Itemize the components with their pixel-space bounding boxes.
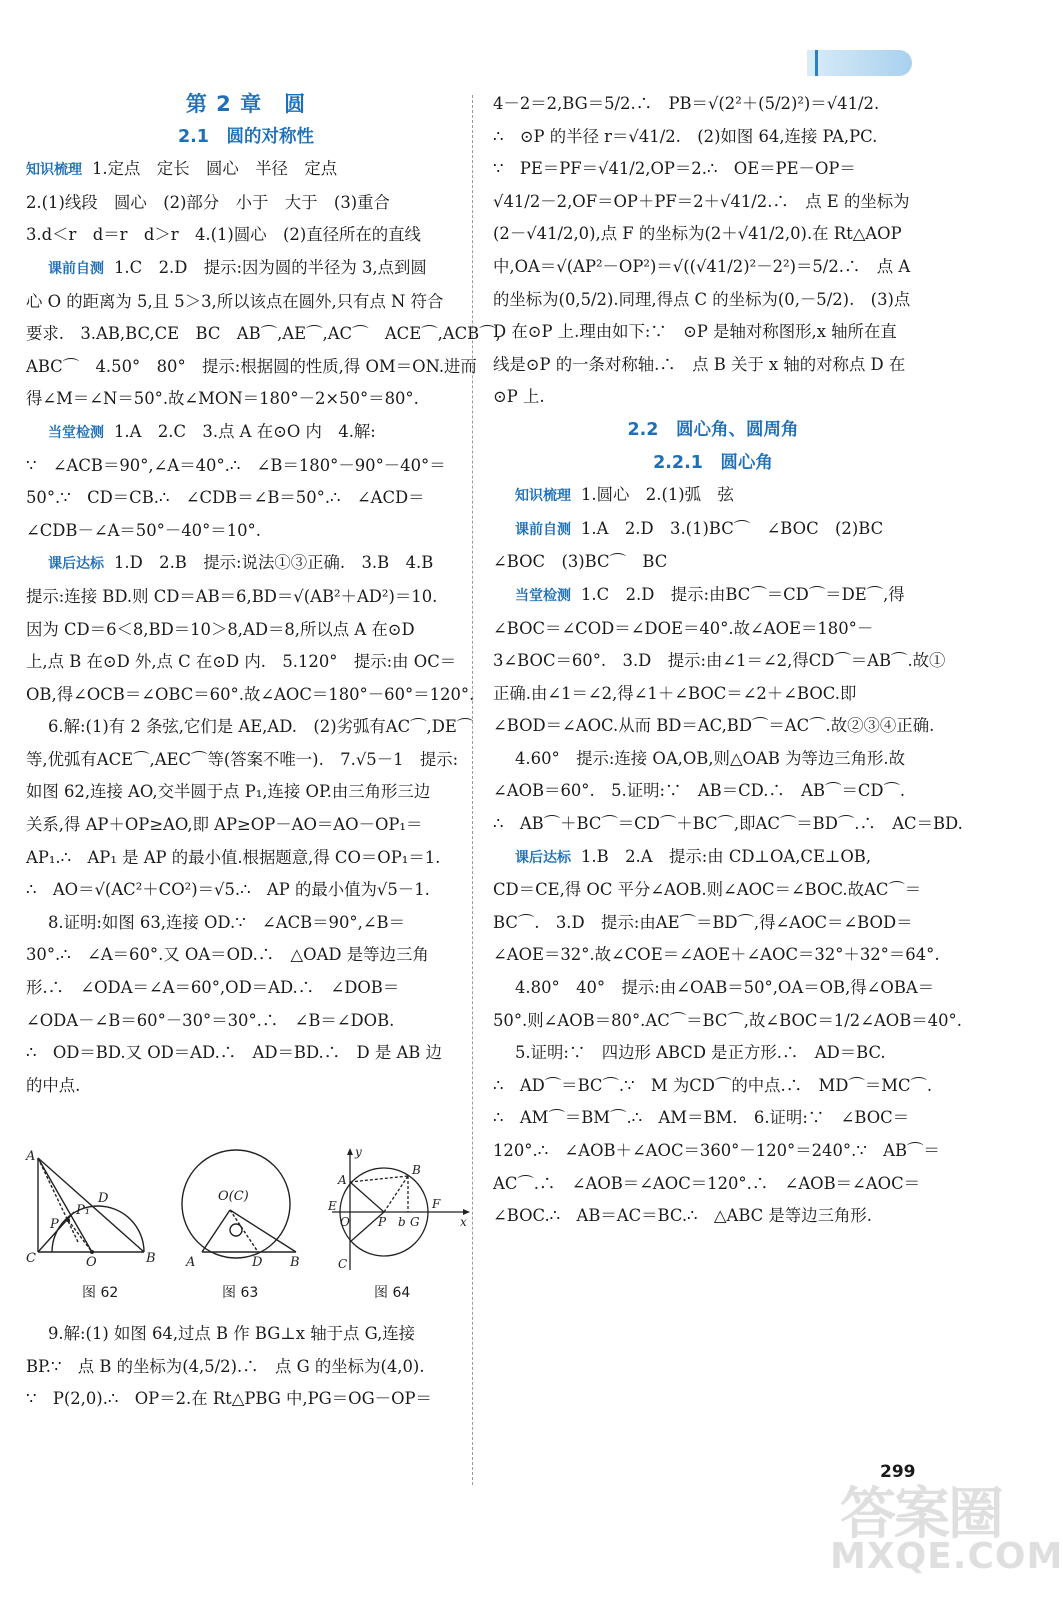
line-text: 2.(1)线段 圆心 (2)部分 小于 大于 (3)重合 xyxy=(26,192,390,212)
text-line xyxy=(493,1070,933,1103)
line-text: ∠BOD＝∠AOC.从而 BD＝AC,BD⌒＝AC⌒.故②③④正确. xyxy=(493,716,935,736)
fig64-label-F: F xyxy=(432,1197,441,1211)
section-tag: 课后达标 xyxy=(48,556,104,573)
line-text: 1.A 2.D 3.(1)BC⌒ ∠BOC (2)BC xyxy=(581,518,884,538)
text-line xyxy=(493,251,933,284)
text-line xyxy=(493,645,946,678)
line-text: 1.D 2.B 提示:说法①③正确. 3.B 4.B xyxy=(114,553,434,573)
line-text: 线是⊙P 的一条对称轴.∴ 点 B 关于 x 轴的对称点 D 在 xyxy=(493,354,906,374)
text-line xyxy=(26,842,466,875)
line-text: ∴ AD⌒＝BC⌒.∵ M 为CD⌒的中点.∴ MD⌒＝MC⌒. xyxy=(493,1075,933,1095)
line-text: 1.A 2.C 3.点 A 在⊙O 内 4.解: xyxy=(114,421,376,441)
text-line xyxy=(26,219,466,252)
line-text: AP₁.∴ AP₁ 是 AP 的最小值.根据题意,得 CO＝OP₁＝1. xyxy=(26,847,441,867)
watermark xyxy=(830,1470,1063,1590)
line-text: ∵ ∠ACB＝90°,∠A＝40°.∴ ∠B＝180°－90°－40°＝ xyxy=(26,455,446,475)
fig63-label-D: D xyxy=(252,1255,263,1270)
fig64-label-E: E xyxy=(328,1199,337,1213)
section-title-2-2: 2.2 圆心角、圆周角 xyxy=(627,419,799,440)
figures-row xyxy=(26,1146,466,1306)
text-line xyxy=(26,450,466,483)
chapter-title: 第 2 章 圆 xyxy=(185,92,307,116)
text-line xyxy=(26,187,466,220)
fig62-label-B: B xyxy=(146,1251,156,1266)
fig62-label-P1: P₁ xyxy=(76,1203,90,1218)
line-text: 得∠M＝∠N＝50°.故∠MON＝180°－2×50°＝80°. xyxy=(26,389,419,409)
line-text: 提示:连接 BD.则 CD＝AB＝6,BD＝√(AB²＋AD²)＝10. xyxy=(26,586,438,606)
fig64-label-B: B xyxy=(412,1163,421,1177)
line-text: ∠BOC (3)BC⌒ BC xyxy=(493,552,668,572)
text-line xyxy=(493,218,933,251)
line-text: 3.d＜r d＝r d＞r 4.(1)圆心 (2)直径所在的直线 xyxy=(26,225,421,245)
text-line xyxy=(493,316,933,349)
line-text: 1.圆心 2.(1)弧 弦 xyxy=(581,485,734,505)
text-line xyxy=(493,613,933,646)
text-line xyxy=(26,1070,466,1103)
text-line xyxy=(493,939,940,972)
line-text: ∠AOE＝32°.故∠COE＝∠AOE＋∠AOC＝32°＋32°＝64°. xyxy=(493,945,940,965)
line-text: CD＝CE,得 OC 平分∠AOB.则∠AOC＝∠BOC.故AC⌒＝ xyxy=(493,880,922,900)
text-line xyxy=(26,907,466,940)
line-text: OB,得∠OCB＝∠OBC＝60°.故∠AOC＝180°－60°＝120°. xyxy=(26,684,475,704)
fig62-label-P: P xyxy=(50,1217,59,1232)
text-line xyxy=(26,252,466,286)
fig64-label-x: x xyxy=(460,1215,467,1229)
line-text: ∠ODA－∠B＝60°－30°＝30°.∴ ∠B＝∠DOB. xyxy=(26,1010,395,1030)
text-line xyxy=(26,416,466,450)
line-text: ∴ AB⌒＋BC⌒＝CD⌒＋BC⌒,即AC⌒＝BD⌒.∴ AC＝BD. xyxy=(493,814,963,834)
text-line xyxy=(493,186,933,219)
subsection-title-2-2-1: 2.2.1 圆心角 xyxy=(653,452,773,473)
line-text: 5.证明:∵ 四边形 ABCD 是正方形.∴ AD＝BC. xyxy=(515,1043,886,1063)
fig64-label-A: A xyxy=(338,1173,347,1187)
fig64-label-O: O xyxy=(340,1215,350,1229)
line-text: 心 O 的距离为 5,且 5＞3,所以该点在圆外,只有点 N 符合 xyxy=(26,291,444,311)
text-line xyxy=(493,710,933,743)
text-line xyxy=(493,874,933,907)
text-line xyxy=(26,351,477,384)
line-text: ∠BOC.∴ AB＝AC＝BC.∴ △ABC 是等边三角形. xyxy=(493,1206,872,1226)
line-text: 8.证明:如图 63,连接 OD.∵ ∠ACB＝90°,∠B＝ xyxy=(48,912,405,932)
text-line xyxy=(493,1200,933,1233)
text-line xyxy=(26,482,466,515)
line-text: 的中点. xyxy=(26,1075,81,1095)
line-text: 如图 62,连接 AO,交半圆于点 P₁,连接 OP.由三角形三边 xyxy=(26,782,431,802)
left-column xyxy=(26,88,501,1102)
text-line xyxy=(493,349,933,382)
text-line xyxy=(493,841,933,875)
text-line xyxy=(493,1102,933,1135)
left-column-tail xyxy=(26,1318,466,1416)
text-line xyxy=(26,809,466,842)
line-text: 正确.由∠1＝∠2,得∠1＋∠BOC＝∠2＋∠BOC.即 xyxy=(493,683,857,703)
section-tag: 当堂检测 xyxy=(515,587,571,604)
line-text: √41/2－2,OF＝OP＋PF＝2＋√41/2.∴ 点 E 的坐标为 xyxy=(493,191,910,211)
section-tag: 课前自测 xyxy=(515,521,571,538)
text-line xyxy=(493,678,933,711)
text-line xyxy=(26,679,475,712)
line-text: ∵ P(2,0).∴ OP＝2.在 Rt△PBG 中,PG＝OG－OP＝ xyxy=(26,1389,432,1409)
figure-63 xyxy=(172,1146,322,1276)
text-line xyxy=(26,874,466,907)
text-line xyxy=(493,1168,933,1201)
line-text: BP.∵ 点 B 的坐标为(4,5/2).∴ 点 G 的坐标为(4,0). xyxy=(26,1356,425,1376)
line-text: 因为 CD＝6＜8,BD＝10＞8,AD＝8,所以点 A 在⊙D xyxy=(26,619,415,639)
text-line xyxy=(26,1383,466,1416)
text-line xyxy=(26,383,466,416)
text-line xyxy=(26,744,466,777)
text-line xyxy=(26,646,466,679)
line-text: D 在⊙P 上.理由如下:∵ ⊙P 是轴对称图形,x 轴所在直 xyxy=(493,322,897,342)
left-tail-block xyxy=(26,1318,466,1416)
header-decoration-bar xyxy=(815,50,818,76)
line-text: (2－√41/2,0),点 F 的坐标为(2＋√41/2,0).在 Rt△AOP xyxy=(493,224,902,244)
text-line xyxy=(493,808,963,841)
text-line xyxy=(493,88,933,121)
text-line xyxy=(493,381,933,414)
text-line xyxy=(26,1318,466,1351)
line-text: 6.解:(1)有 2 条弦,它们是 AE,AD. (2)劣弧有AC⌒,DE⌒ xyxy=(48,717,474,737)
line-text: 1.B 2.A 提示:由 CD⊥OA,CE⊥OB, xyxy=(581,846,872,866)
text-line xyxy=(26,1037,466,1070)
line-text: ∴ ⊙P 的半径 r＝√41/2. (2)如图 64,连接 PA,PC. xyxy=(493,126,878,146)
fig63-label-OC: O(C) xyxy=(218,1189,249,1204)
text-line xyxy=(26,1005,466,1038)
fig62-label-D: D xyxy=(98,1191,109,1206)
text-line xyxy=(26,153,466,187)
text-line xyxy=(493,743,933,776)
left-text-block xyxy=(26,153,501,1102)
fig64-label-G: G xyxy=(410,1215,420,1229)
line-text: 1.定点 定长 圆心 半径 定点 xyxy=(92,159,338,179)
text-line xyxy=(26,515,466,548)
fig62-label-C: C xyxy=(26,1251,36,1266)
text-line xyxy=(26,776,466,809)
line-text: 等,优弧有ACE⌒,AEC⌒等(答案不唯一). 7.√5－1 提示: xyxy=(26,749,459,769)
watermark-line1: 答案圈 xyxy=(840,1482,1002,1547)
text-line xyxy=(26,939,466,972)
line-text: 形.∴ ∠ODA＝∠A＝60°,OD＝AD.∴ ∠DOB＝ xyxy=(26,978,400,998)
right-text-block-b xyxy=(493,479,963,1233)
line-text: ∠BOC＝∠COD＝∠DOE＝40°.故∠AOE＝180°－ xyxy=(493,618,874,638)
header-decoration xyxy=(807,50,912,76)
line-text: ⊙P 上. xyxy=(493,387,545,407)
fig64-label-C: C xyxy=(338,1257,348,1271)
line-text: 120°.∴ ∠AOB＋∠AOC＝360°－120°＝240°.∵ AB⌒＝ xyxy=(493,1141,940,1160)
section-tag: 知识梳理 xyxy=(26,162,82,179)
line-text: 中,OA＝√(AP²－OP²)＝√((√41/2)²－2²)＝5/2.∴ 点 A xyxy=(493,256,911,276)
right-text-block-a xyxy=(493,88,933,414)
line-text: ∠AOB＝60°. 5.证明:∵ AB＝CD.∴ AB⌒＝CD⌒. xyxy=(493,781,906,801)
text-line xyxy=(26,972,466,1005)
text-line xyxy=(493,972,933,1005)
figure-63-caption: 图 63 xyxy=(222,1285,259,1301)
text-line xyxy=(493,775,933,808)
fig63-label-B: B xyxy=(290,1255,300,1270)
text-line xyxy=(493,284,933,317)
text-line xyxy=(493,479,933,513)
line-text: 50°.则∠AOB＝80°.AC⌒＝BC⌒,故∠BOC＝1/2∠AOB＝40°. xyxy=(493,1010,962,1030)
line-text: 4－2＝2,BG＝5/2.∴ PB＝√(2²＋(5/2)²)＝√41/2. xyxy=(493,94,880,113)
line-text: 4.80° 40° 提示:由∠OAB＝50°,OA＝OB,得∠OBA＝ xyxy=(515,978,935,998)
line-text: 50°.∵ CD＝CB.∴ ∠CDB＝∠B＝50°.∴ ∠ACD＝ xyxy=(26,488,425,508)
line-text: 1.C 2.D 提示:由BC⌒＝CD⌒＝DE⌒,得 xyxy=(581,584,905,604)
line-text: ∴ AO＝√(AC²＋CO²)＝√5.∴ AP 的最小值为√5－1. xyxy=(26,880,430,900)
text-line xyxy=(493,121,933,154)
line-text: ∴ OD＝BD.又 OD＝AD.∴ AD＝BD.∴ D 是 AB 边 xyxy=(26,1043,442,1063)
fig63-label-A: A xyxy=(186,1255,196,1270)
figure-64 xyxy=(322,1146,472,1276)
line-text: 1.C 2.D 提示:因为圆的半径为 3,点到圆 xyxy=(114,257,427,277)
line-text: 要求. 3.AB,BC,CE BC AB⌒,AE⌒,AC⌒ ACE⌒,ACB⌒, xyxy=(26,324,501,344)
text-line xyxy=(493,907,933,940)
text-line xyxy=(493,1005,962,1038)
section-tag: 课前自测 xyxy=(48,260,104,277)
line-text: 的坐标为(0,5/2).同理,得点 C 的坐标为(0,－5/2). (3)点 xyxy=(493,289,911,309)
line-text: 上,点 B 在⊙D 外,点 C 在⊙D 内. 5.120° 提示:由 OC＝ xyxy=(26,652,457,672)
section-tag: 当堂检测 xyxy=(48,424,104,441)
text-line xyxy=(26,581,466,614)
section-tag: 知识梳理 xyxy=(515,488,571,505)
text-line xyxy=(26,1351,466,1384)
section-tag: 课后达标 xyxy=(515,849,571,866)
text-line xyxy=(493,546,933,579)
line-text: ABC⌒ 4.50° 80° 提示:根据圆的性质,得 OM＝ON.进而 xyxy=(26,356,477,376)
text-line xyxy=(26,547,466,581)
line-text: ∠CDB－∠A＝50°－40°＝10°. xyxy=(26,520,261,540)
line-text: ∴ AM⌒＝BM⌒.∴ AM＝BM. 6.证明:∵ ∠BOC＝ xyxy=(493,1108,910,1128)
watermark-line2: MXQE.COM xyxy=(830,1536,1063,1577)
text-line xyxy=(26,318,501,351)
text-line xyxy=(26,286,466,319)
fig64-label-b: b xyxy=(398,1215,406,1229)
right-column xyxy=(493,88,963,1233)
line-text: 4.60° 提示:连接 OA,OB,则△OAB 为等边三角形.故 xyxy=(515,748,906,768)
text-line xyxy=(26,711,474,744)
text-line xyxy=(493,153,933,186)
text-line xyxy=(493,1135,940,1168)
line-text: ∵ PE＝PF＝√41/2,OP＝2.∴ OE＝PE－OP＝ xyxy=(493,159,856,179)
fig62-label-A: A xyxy=(26,1149,36,1164)
page-number: 299 xyxy=(880,1462,916,1482)
text-line xyxy=(493,513,933,547)
column-divider xyxy=(472,95,473,1485)
section-title: 2.1 圆的对称性 xyxy=(177,126,314,147)
figure-64-caption: 图 64 xyxy=(374,1285,411,1301)
line-text: 3∠BOC＝60°. 3.D 提示:由∠1＝∠2,得CD⌒＝AB⌒.故① xyxy=(493,651,946,671)
line-text: AC⌒.∴ ∠AOB＝∠AOC＝120°.∴ ∠AOB＝∠AOC＝ xyxy=(493,1173,920,1193)
fig64-label-P: P xyxy=(378,1215,387,1229)
text-line xyxy=(493,1037,933,1070)
line-text: 9.解:(1) 如图 64,过点 B 作 BG⊥x 轴于点 G,连接 xyxy=(48,1324,416,1343)
figure-62 xyxy=(26,1146,176,1270)
line-text: BC⌒. 3.D 提示:由AE⌒＝BD⌒,得∠AOC＝∠BOD＝ xyxy=(493,912,913,932)
line-text: 关系,得 AP＋OP≥AO,即 AP≥OP－AO＝AO－OP₁＝ xyxy=(26,815,423,835)
fig62-label-O: O xyxy=(86,1255,97,1270)
text-line xyxy=(493,579,933,613)
text-line xyxy=(26,614,466,647)
fig64-label-y: y xyxy=(355,1145,362,1159)
figure-62-caption: 图 62 xyxy=(82,1285,119,1301)
line-text: 30°.∴ ∠A＝60°.又 OA＝OD.∴ △OAD 是等边三角 xyxy=(26,945,429,965)
